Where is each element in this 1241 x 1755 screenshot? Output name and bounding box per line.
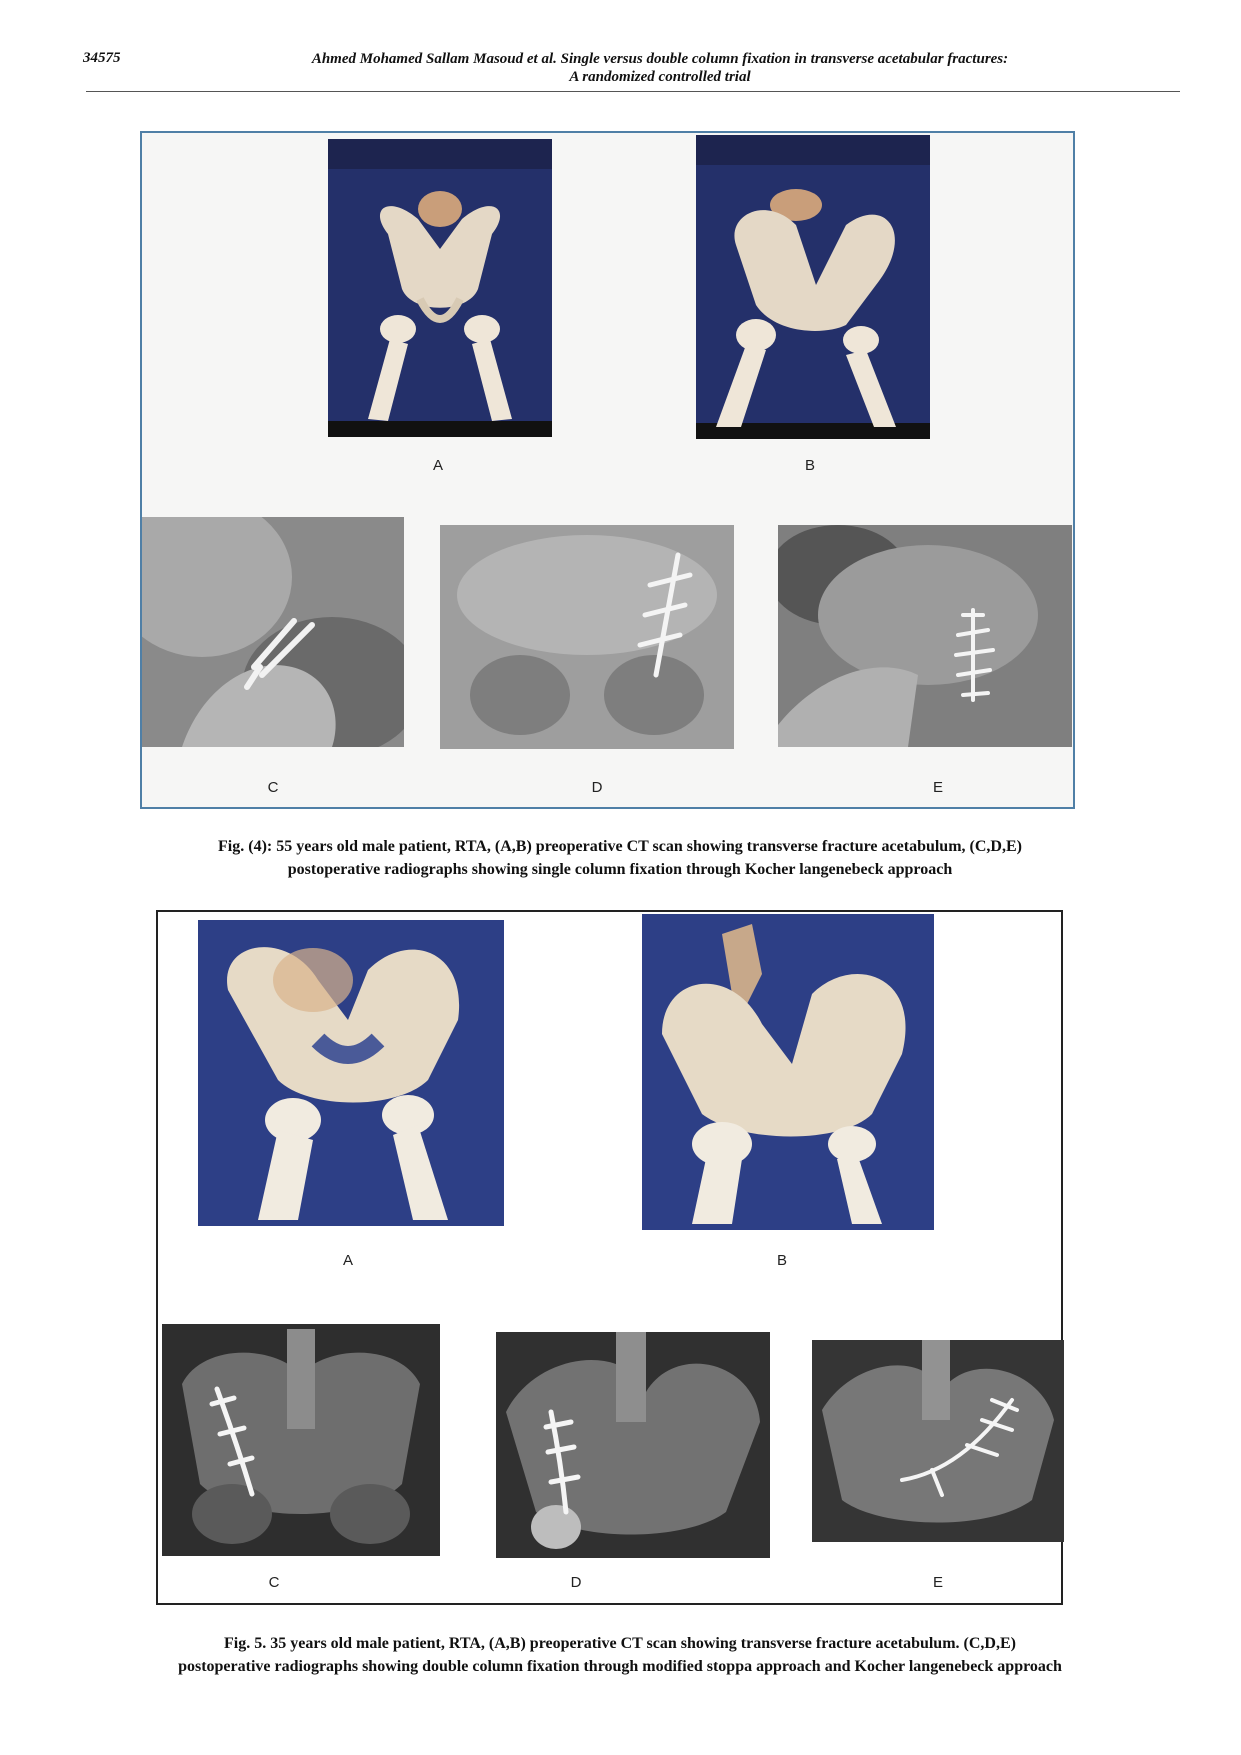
figure-5 — [156, 910, 1063, 1605]
fig4-panel-c-xray — [142, 517, 404, 747]
fig4-panel-e-xray — [778, 525, 1072, 747]
fig5-caption-line-2: postoperative radiographs showing double column fixation through modified stoppa approach and Kocher langenebeck approach — [178, 1658, 1062, 1675]
figure-5-caption — [80, 1632, 1160, 1678]
fig4-caption-line-2: postoperative radiographs showing single column fixation through Kocher langenebeck approach — [287, 861, 953, 878]
header-rule — [86, 91, 1180, 92]
figure-4-caption — [120, 835, 1120, 881]
running-title — [240, 50, 1080, 86]
fig4-caption-line-1: Fig. (4): 55 years old male patient, RTA, (A,B) preoperative CT scan showing transverse fracture acetabulum, (C,D,E) — [218, 838, 1022, 855]
fig5-label-b: B — [776, 1252, 787, 1269]
fig5-panel-c-xray — [162, 1324, 440, 1556]
fig4-label-e: E — [932, 779, 943, 796]
fig5-panel-e-xray — [812, 1340, 1064, 1542]
page-number: 34575 — [83, 50, 121, 66]
fig5-panel-a-ct-image — [198, 920, 504, 1226]
fig5-label-d: D — [570, 1574, 582, 1591]
fig5-label-a: A — [342, 1252, 353, 1269]
fig4-panel-b-ct-image — [696, 135, 930, 439]
fig5-label-e: E — [932, 1574, 943, 1591]
running-title-line-2: A randomized controlled trial — [569, 69, 751, 85]
fig5-caption-line-1: Fig. 5. 35 years old male patient, RTA, (A,B) preoperative CT scan showing transverse fracture acetabulum. (C,D,E) — [224, 1635, 1016, 1652]
fig4-label-b: B — [804, 457, 815, 474]
figure-4 — [140, 131, 1075, 809]
fig5-panel-d-xray — [496, 1332, 770, 1558]
fig4-panel-a-ct-image — [328, 139, 552, 437]
running-title-line-1: Ahmed Mohamed Sallam Masoud et al. Single versus double column fixation in transverse acetabular fractures: — [311, 51, 1009, 67]
fig4-label-d: D — [591, 779, 603, 796]
fig5-label-c: C — [268, 1574, 280, 1591]
fig4-label-a: A — [432, 457, 443, 474]
fig4-panel-d-xray — [440, 525, 734, 749]
fig5-panel-b-ct-image — [642, 914, 934, 1230]
fig4-label-c: C — [267, 779, 279, 796]
